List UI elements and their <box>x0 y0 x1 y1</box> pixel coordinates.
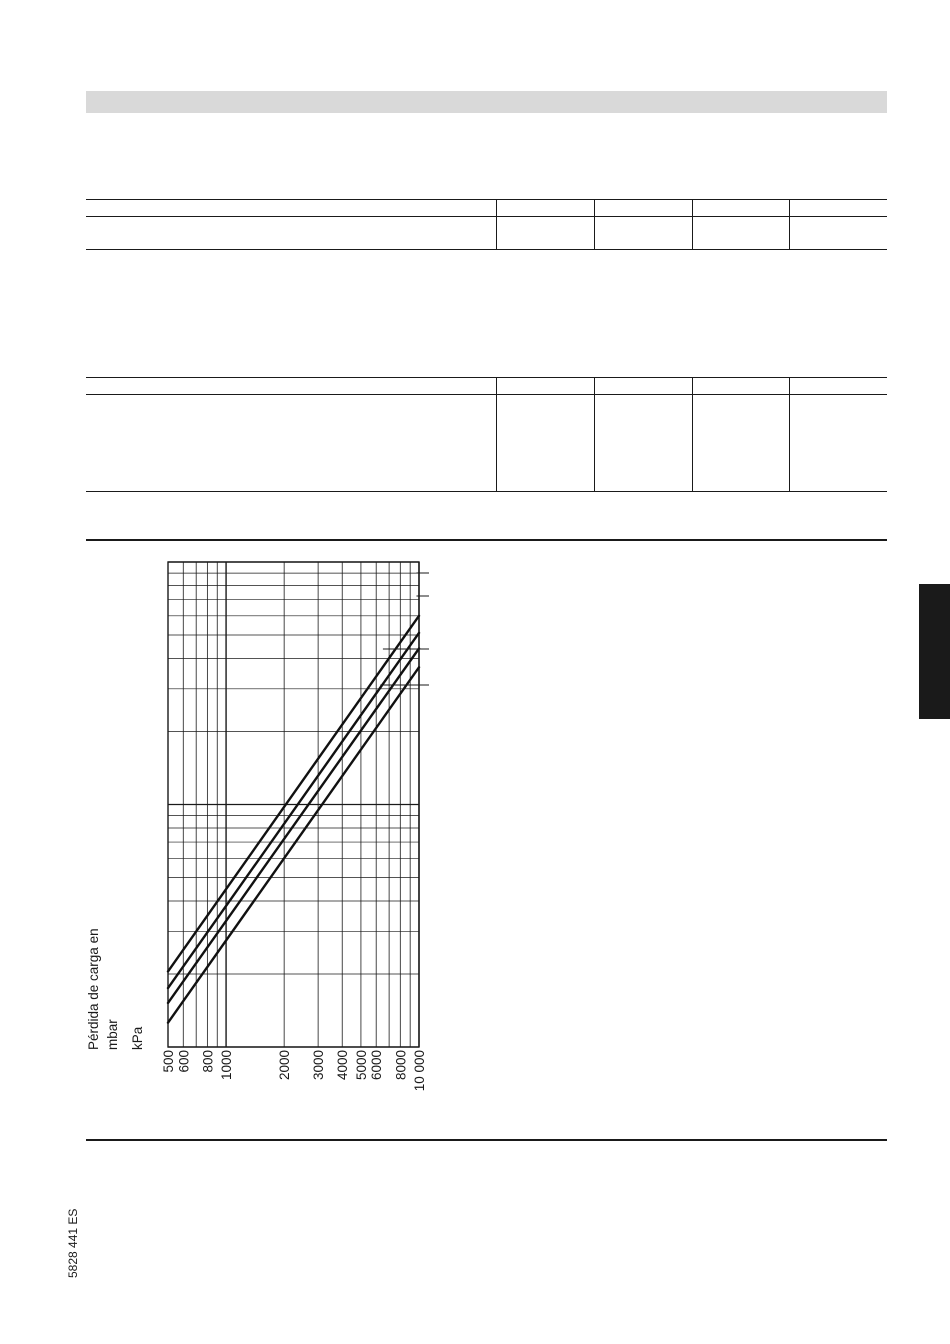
series-line-3 <box>168 649 419 1003</box>
x-tick-label: 10 000 <box>412 1050 427 1092</box>
x-tick-label: 2000 <box>277 1050 293 1081</box>
x-tick-label: 5000 <box>353 1050 369 1081</box>
x-tick-label: 1000 <box>219 1050 235 1081</box>
table-row <box>86 395 887 492</box>
pressure-loss-chart <box>140 545 470 1110</box>
ylabel-line-2: mbar <box>105 1019 120 1050</box>
x-tick-label: 4000 <box>335 1050 351 1081</box>
document-code: 5828 441 ES <box>66 1208 80 1278</box>
series-line-1 <box>168 616 419 972</box>
table-header-row <box>86 378 887 395</box>
series-line-4 <box>168 667 419 1022</box>
section-tab <box>919 584 950 719</box>
ylabel-line-1: Pérdida de carga en <box>86 928 101 1050</box>
x-tick-label: 500 <box>161 1050 176 1073</box>
x-tick-label: 800 <box>200 1050 216 1073</box>
series-line-2 <box>168 633 419 988</box>
x-tick-label: 8000 <box>393 1050 409 1081</box>
x-tick-label: 3000 <box>311 1050 327 1081</box>
table-row <box>86 217 887 250</box>
x-tick-label: 600 <box>176 1050 192 1073</box>
data-table-1 <box>86 199 887 250</box>
ylabel-line-3: kPa <box>130 1026 145 1050</box>
data-table-2 <box>86 377 887 492</box>
table-header-row <box>86 200 887 217</box>
figure-top-rule <box>86 539 887 541</box>
section-header-band <box>86 91 887 113</box>
figure-bottom-rule <box>86 1139 887 1141</box>
x-tick-label: 6000 <box>369 1050 385 1081</box>
